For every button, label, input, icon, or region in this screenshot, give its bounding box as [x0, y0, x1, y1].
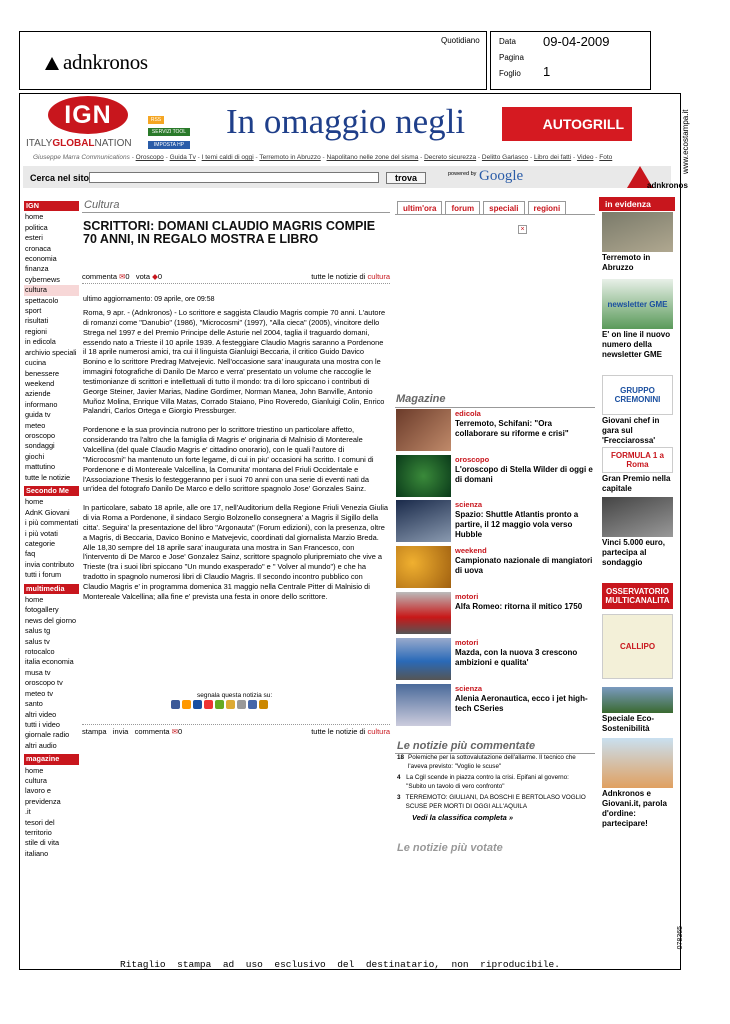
- evidenza-image[interactable]: [602, 583, 673, 609]
- left-nav-item[interactable]: cultura: [24, 285, 79, 295]
- vota-link[interactable]: vota: [135, 272, 151, 281]
- evidenza-caption[interactable]: Terremoto in Abruzzo: [602, 253, 651, 272]
- left-nav-item[interactable]: giochi: [25, 451, 45, 461]
- tutte-notizie-link[interactable]: cultura: [367, 727, 390, 736]
- commented-item[interactable]: [397, 794, 589, 811]
- yahoo-icon[interactable]: [204, 700, 213, 709]
- last-updated: ultimo aggiornamento: 09 aprile, ore 09:58: [83, 296, 215, 303]
- vedi-classifica-link[interactable]: Vedi la classifica completa »: [412, 813, 514, 822]
- evidenza-image[interactable]: [602, 279, 673, 329]
- left-nav-item[interactable]: altri audio: [25, 740, 57, 750]
- footer-word: del: [337, 959, 355, 970]
- tab-0[interactable]: ultim'ora: [397, 201, 442, 215]
- data-value: 09-04-2009: [543, 34, 610, 49]
- left-nav-item[interactable]: tutti i forum: [25, 570, 62, 580]
- evidenza-image[interactable]: [602, 687, 673, 713]
- nav-link[interactable]: Guida Tv: [169, 154, 196, 161]
- ign-sub-b: GLOBAL: [52, 138, 95, 149]
- left-nav-item[interactable]: esteri: [25, 233, 43, 243]
- left-nav-item[interactable]: rotocalco: [25, 647, 55, 657]
- nav-link[interactable]: Delitto Garlasco: [481, 154, 529, 161]
- quotidiano-label: Quotidiano: [441, 36, 480, 45]
- technorati-icon[interactable]: [248, 700, 257, 709]
- magazine-thumb[interactable]: [396, 409, 451, 451]
- left-nav-item[interactable]: salus tg: [25, 626, 51, 636]
- evidenza-image-label: newsletter GME: [607, 299, 668, 309]
- comment-icon: ✉: [171, 727, 178, 736]
- wikio-icon[interactable]: [237, 700, 246, 709]
- facebook-icon[interactable]: [171, 700, 180, 709]
- left-nav-item[interactable]: i più commentati: [25, 518, 79, 528]
- google-logo: [479, 168, 523, 185]
- evidenza-caption[interactable]: Vinci 5.000 euro, partecipa al sondaggio: [602, 538, 665, 567]
- tutte-notizie-label: tutte le notizie di: [311, 727, 366, 736]
- commented-count: 4: [397, 774, 401, 781]
- tutte-notizie-label: tutte le notizie di: [311, 272, 366, 281]
- left-nav-item[interactable]: .it: [25, 807, 31, 817]
- adnkronos-logo: [45, 50, 148, 75]
- broken-image-icon: ×: [518, 225, 527, 234]
- nav-link[interactable]: Libro dei fatti: [533, 154, 572, 161]
- left-nav-item[interactable]: archivio speciali: [25, 347, 77, 357]
- divider: [82, 724, 390, 725]
- share-icons: [171, 700, 268, 709]
- left-nav-item[interactable]: finanza: [25, 264, 49, 274]
- foglio-value: 1: [543, 64, 551, 79]
- article-paragraph: Pordenone e la sua provincia nutrono per lo scrittore triestino un particolare affetto, considerando tra l'altro che la famiglia di Magris e' originaria di Malnisio di Montereale Valcellina (del quale Claudio Magris e' cittadino onorario), con le quali l'autore di "Microcosmi" ha mantenuto un forte legame, di cui in piu' occasioni ha scritto. I comuni di Pordenone e di Montereale Valcellina, la Comunita' montana del Friuli Occidentale e l'Associazione Thesis lo festeggeranno per i suoi 70 anni con una serie di eventi nati da un'idea del fotografo Danilo De Marco e dello scrittore spagnolo Jose' Gonzales Sainz.: [83, 425, 374, 494]
- clip-code: 078365: [677, 926, 684, 950]
- magazine-title[interactable]: Mazda, con la nuova 3 crescono ambizioni e qualita': [455, 648, 578, 667]
- banner-headline[interactable]: In omaggio negli: [226, 102, 466, 141]
- commenta-link[interactable]: commenta: [134, 727, 170, 736]
- commented-list: [397, 754, 589, 823]
- adn-small-text: adnkronos: [647, 181, 688, 190]
- footer-word: stampa: [177, 959, 212, 970]
- left-nav-item[interactable]: lavoro e previdenza: [25, 786, 61, 806]
- commented-heading: Le notizie più commentate: [397, 740, 536, 752]
- footer-word: Ritaglio: [120, 959, 166, 970]
- left-nav-item[interactable]: italia economia: [25, 657, 74, 667]
- evidenza-item[interactable]: [602, 212, 674, 273]
- magazine-category[interactable]: motori: [455, 638, 479, 647]
- magazine-category[interactable]: edicola: [455, 409, 481, 418]
- servizi-tool-button[interactable]: SERVIZI TOOL: [148, 128, 190, 136]
- powered-by-label: powered by: [448, 171, 477, 177]
- left-nav-item[interactable]: cultura: [25, 775, 47, 785]
- left-nav-item[interactable]: meteo: [25, 420, 46, 430]
- left-nav-item[interactable]: home: [25, 765, 44, 775]
- magazine-title[interactable]: Alenia Aeronautica, ecco i jet high-tech CSeries: [455, 694, 588, 713]
- left-nav-item[interactable]: musa tv: [25, 667, 51, 677]
- share-label: segnala questa notizia su:: [197, 692, 273, 699]
- logo-mark-icon: [45, 57, 59, 70]
- commenta-count: 0: [125, 272, 130, 281]
- evidenza-item[interactable]: [602, 375, 674, 446]
- footer-word: ad: [222, 959, 235, 970]
- nav-link[interactable]: I temi caldi di oggi: [201, 154, 254, 161]
- vota-count: 0: [157, 272, 163, 281]
- footer-word: destinatario,: [365, 959, 440, 970]
- commenta-link[interactable]: commenta: [82, 272, 118, 281]
- commented-title[interactable]: La Cgil scende in piazza contro la crisi. Epifani al governo: "Subito un tavolo di vero confronto": [406, 774, 569, 790]
- search-button[interactable]: trova: [386, 172, 426, 184]
- rss-button[interactable]: RSS: [148, 116, 164, 124]
- left-nav-item[interactable]: italiano: [25, 848, 49, 858]
- left-nav-item[interactable]: cucina: [25, 358, 47, 368]
- commented-count: 3: [397, 794, 401, 801]
- left-nav-item[interactable]: risultati: [25, 316, 49, 326]
- commented-count: 18: [397, 754, 405, 761]
- divider: [82, 283, 390, 284]
- magazine-title[interactable]: Alfa Romeo: ritorna il mitico 1750: [455, 602, 583, 611]
- evidenza-caption[interactable]: Adnkronos e Giovani.it, parola d'ordine: partecipare!: [602, 789, 667, 828]
- search-label: Cerca nel sito: [30, 173, 90, 183]
- google-text: Google: [479, 168, 524, 184]
- myspace-icon[interactable]: [259, 700, 268, 709]
- nav-lead: Giuseppe Marra Communications -: [33, 154, 136, 161]
- magazine-thumb[interactable]: [396, 684, 451, 726]
- evidenza-image[interactable]: [602, 447, 673, 473]
- evidenza-item[interactable]: [602, 279, 674, 360]
- search-input[interactable]: [89, 172, 379, 183]
- magazine-category[interactable]: motori: [455, 592, 479, 601]
- left-nav-item[interactable]: AdnK Giovani: [25, 507, 70, 517]
- nav-link[interactable]: Foto: [599, 154, 613, 161]
- footer-word: uso: [245, 959, 263, 970]
- invia-link[interactable]: invia: [112, 727, 129, 736]
- article-bottom-row: [82, 727, 390, 736]
- foglio-label: Foglio: [499, 69, 521, 78]
- left-nav-item[interactable]: i più votati: [25, 528, 58, 538]
- evidenza-image-label: GRUPPO CREMONINI: [614, 386, 661, 404]
- evidenza-image-label: FORMULA 1 a Roma: [610, 451, 665, 469]
- left-nav-item[interactable]: home: [25, 497, 44, 507]
- left-nav-item[interactable]: faq: [25, 549, 36, 559]
- divider: [82, 212, 390, 213]
- divider: [395, 407, 595, 408]
- tutte-notizie-link[interactable]: cultura: [367, 272, 390, 281]
- left-nav-item[interactable]: economia: [25, 254, 57, 264]
- nav-link[interactable]: Napolitano nelle zone del sisma: [326, 154, 419, 161]
- section-label[interactable]: Cultura: [84, 199, 120, 211]
- left-nav-item[interactable]: salus tv: [25, 636, 50, 646]
- left-nav-item[interactable]: home: [25, 595, 44, 605]
- divider: [395, 214, 595, 215]
- left-nav-item[interactable]: benessere: [25, 368, 60, 378]
- evidenza-image-label: CALLIPO: [619, 642, 656, 651]
- delicious-icon[interactable]: [193, 700, 202, 709]
- adnkronos-small-logo[interactable]: [627, 166, 688, 190]
- evidenza-image-label: OSSERVATORIO MULTICANALITA: [605, 587, 670, 605]
- imposta-hp-button[interactable]: IMPOSTA HP: [148, 141, 190, 149]
- evidenza-heading: in evidenza: [599, 197, 675, 211]
- commented-item[interactable]: [397, 754, 589, 771]
- evidenza-image[interactable]: [602, 375, 673, 415]
- magazine-category[interactable]: scienza: [455, 684, 483, 693]
- ign-sub-a: ITALY: [26, 138, 53, 149]
- left-nav-item[interactable]: mattutino: [25, 462, 56, 472]
- evidenza-image[interactable]: [602, 614, 673, 679]
- footer-word: esclusivo: [274, 959, 326, 970]
- commented-title[interactable]: TERREMOTO: GIULIANI, DA BOSCHI E BERTOLASO VOGLIO SCUSE PER MORTI DI OGGI ALL'AQUILA: [405, 794, 586, 810]
- evidenza-item[interactable]: [602, 614, 674, 680]
- left-nav-item[interactable]: meteo tv: [25, 688, 53, 698]
- evidenza-image[interactable]: [602, 738, 673, 788]
- left-nav-item[interactable]: in edicola: [25, 337, 56, 347]
- nav-link[interactable]: Oroscopo: [135, 154, 164, 161]
- footer-disclaimer: [120, 959, 560, 970]
- article-paragraph: Roma, 9 apr. - (Adnkronos) - Lo scrittore e saggista Claudio Magris compie 70 anni. L'autore di romanzi come "Danubio" (1986), "Microcosmi" (1997), "Alla cieca" (2005), vincitore dello Strega nel 1997 e del Premio Principe delle Asturie nel 2004, taglia il traguardo domani, essendo nato a Trieste il 10 aprile 1939. A festeggiare Claudio Magris saranno a Pordenone il 18 aprile numerosi amici, tra cui il linguista Gianluigi Beccaria, il critico Guido Davico Bonino e lo scrittore Predrag Matvejevic. Nell'occasione sara' inaugurata una mostra con le immagini fotografiche di Danilo De Marco e verra' presentato un volume che raccoglie le testimonianze di scrittori e intellettuali di tutto il mondo: tra di loro spiccano i contributi di George Steiner, Javier Marias, Nadine Gordimer, Norman Manea, John Banville, Antonio Muñoz Molina, Enrique Villa Matas, Corrado Staiano, Pino Roveredo, Gianluigi Colin, Enrico Palandri, Carlos Ortega e Giorgio Pressburger.: [83, 308, 386, 416]
- autogrill-ad[interactable]: AUTOGRILL: [502, 107, 632, 141]
- nav-link[interactable]: Terremoto in Abruzzo: [259, 154, 321, 161]
- left-nav-item[interactable]: cybernews: [25, 274, 60, 284]
- left-nav-item[interactable]: giornale radio: [25, 730, 70, 740]
- left-nav-item[interactable]: altri video: [25, 709, 57, 719]
- nav-link[interactable]: Video: [576, 154, 594, 161]
- vote-icon: ◆: [152, 272, 158, 281]
- left-nav-item[interactable]: categorie: [25, 539, 56, 548]
- tab-3[interactable]: regioni: [528, 201, 567, 215]
- article-paragraph: In particolare, sabato 18 aprile, alle ore 17, nell'Auditorium della Regione Friuli Venezia Giulia di via Roma a Pordenone, il sindaco Sergio Bolzonello consegnera' a Magris il Sigillo della citta'. Seguira' la presentazione del libro "Argonauta" (Forum edizioni), con la presenza, oltre a Magris, di Beccaria, Davico Bonino e Matvejevic, coordinati dal giornalista Marzio Breda. Alle 18,30 sempre del 18 aprile sara' inaugurata una mostra in San Francesco, con l'intervento di De Marco e Jose' Gonzalez Sainz, scrittore spagnolo pluripremiato che vive a Trieste (tra i suoi libri spiccano "Un mundo exasperado" e " Volver al mundo") e che ha tradotto in spagnolo numerosi libri di Claudio Magris. Il secondo incontro pubblico con Claudio Magris e' in programma domenica 31 maggio nella Centrale Pitter di Malnisio di Montereale Valcellina; alla fine e' prevista una festa in onore dello scrittore.: [83, 503, 389, 601]
- magazine-title[interactable]: Terremoto, Schifani: "Ora collaborare su riforme e crisi": [455, 419, 569, 438]
- left-nav-item[interactable]: home: [25, 212, 44, 222]
- left-nav-item[interactable]: oroscopo: [25, 430, 56, 440]
- evidenza-item[interactable]: [602, 447, 674, 494]
- left-nav-item[interactable]: news del giorno: [25, 615, 77, 625]
- tab-1[interactable]: forum: [445, 201, 480, 215]
- tab-2[interactable]: speciali: [483, 201, 524, 215]
- evidenza-item[interactable]: [602, 497, 674, 568]
- magazine-category[interactable]: oroscopo: [455, 455, 490, 464]
- ign-sub-c: NATION: [94, 138, 132, 149]
- left-nav-section-title[interactable]: multimedia: [24, 584, 79, 594]
- left-nav-item[interactable]: cronaca: [25, 243, 51, 253]
- left-nav-item[interactable]: fotogallery: [25, 605, 59, 615]
- data-label: Data: [499, 37, 516, 46]
- article-body: [83, 308, 388, 611]
- left-nav-section-title[interactable]: magazine: [24, 754, 79, 764]
- left-nav-item[interactable]: spettacolo: [25, 295, 59, 305]
- left-nav-item[interactable]: regioni: [25, 326, 47, 336]
- left-nav-item[interactable]: weekend: [25, 378, 55, 388]
- evidenza-caption[interactable]: Giovani chef in gara sul 'Frecciarossa': [602, 416, 660, 445]
- magazine-thumb[interactable]: [396, 455, 451, 497]
- left-nav-item[interactable]: sondaggi: [25, 441, 55, 451]
- pagina-label: Pagina: [499, 53, 524, 62]
- evidenza-caption[interactable]: Gran Premio nella capitale: [602, 474, 671, 493]
- left-nav-item[interactable]: tesori del territorio: [25, 817, 55, 837]
- oknotizie-icon[interactable]: [226, 700, 235, 709]
- left-nav-item[interactable]: guida tv: [25, 410, 51, 420]
- footer-word: riproducibile.: [480, 959, 560, 970]
- evidenza-image[interactable]: [602, 212, 673, 252]
- commenta-count: 0: [177, 727, 183, 736]
- left-nav-item[interactable]: politica: [25, 222, 48, 232]
- magazine-thumb[interactable]: [396, 546, 451, 588]
- left-nav-item[interactable]: invia contributo: [25, 559, 75, 569]
- share-icon[interactable]: [182, 700, 191, 709]
- comment-icon: ✉: [119, 272, 126, 281]
- commented-item[interactable]: [397, 774, 589, 791]
- left-nav-item[interactable]: tutte le notizie: [25, 472, 71, 482]
- top-nav: Giuseppe Marra Communications - Oroscopo - Guida Tv - I temi caldi di oggi - Terremoto in Abruzzo - Napolitano nelle zone del sisma - Decreto sicurezza - Delitto Garlasco - Libro dei fatti - Video - Foto: [33, 154, 613, 161]
- magazine-title[interactable]: Campionato nazionale di mangiatori di uova: [455, 556, 593, 575]
- commented-title[interactable]: Polemiche per la sottovalutazione dell'allarme. Il tecnico che l'aveva previsto: "Voglio le scuse": [408, 754, 576, 770]
- logo-text: adnkronos: [63, 50, 148, 74]
- nav-link[interactable]: Decreto sicurezza: [424, 154, 477, 161]
- article-meta-row: [82, 272, 390, 281]
- evidenza-item[interactable]: [602, 583, 674, 610]
- digg-icon[interactable]: [215, 700, 224, 709]
- magazine-category[interactable]: scienza: [455, 500, 483, 509]
- evidenza-caption[interactable]: E' on line il nuovo numero della newsletter GME: [602, 330, 671, 359]
- left-nav: [24, 198, 79, 859]
- left-nav-item[interactable]: stile di vita: [25, 838, 60, 848]
- left-nav-item[interactable]: santo: [25, 699, 43, 709]
- article-title: SCRITTORI: DOMANI CLAUDIO MAGRIS COMPIE 70 ANNI, IN REGALO MOSTRA E LIBRO: [83, 219, 376, 246]
- evidenza-item[interactable]: [602, 687, 674, 734]
- news-tabs: [397, 201, 566, 215]
- magazine-thumb[interactable]: [396, 592, 451, 634]
- left-nav-item[interactable]: sport: [25, 306, 42, 316]
- footer-word: non: [451, 959, 469, 970]
- evidenza-image[interactable]: [602, 497, 673, 537]
- left-nav-item[interactable]: oroscopo tv: [25, 678, 63, 688]
- magazine-heading: Magazine: [396, 393, 446, 405]
- left-nav-item[interactable]: tutti i video: [25, 719, 60, 729]
- ign-logo[interactable]: IGN: [48, 96, 128, 134]
- stampa-link[interactable]: stampa: [82, 727, 107, 736]
- magazine-title[interactable]: Spazio: Shuttle Atlantis pronto a partire, il 12 maggio vola verso Hubble: [455, 510, 579, 539]
- voted-heading: Le notizie più votate: [397, 842, 503, 854]
- evidenza-caption[interactable]: Speciale Eco-Sostenibilità: [602, 714, 655, 733]
- magazine-title[interactable]: L'oroscopo di Stella Wilder di oggi e di domani: [455, 465, 593, 484]
- left-nav-item[interactable]: aziende informano: [25, 389, 58, 409]
- ecostampa-url: www.ecostampa.it: [681, 109, 690, 174]
- magazine-thumb[interactable]: [396, 500, 451, 542]
- left-nav-section-title[interactable]: IGN: [24, 201, 79, 211]
- ign-subtitle: [26, 138, 132, 149]
- evidenza-item[interactable]: [602, 738, 674, 829]
- magazine-thumb[interactable]: [396, 638, 451, 680]
- left-nav-section-title[interactable]: Secondo Me: [24, 486, 79, 496]
- magazine-category[interactable]: weekend: [455, 546, 487, 555]
